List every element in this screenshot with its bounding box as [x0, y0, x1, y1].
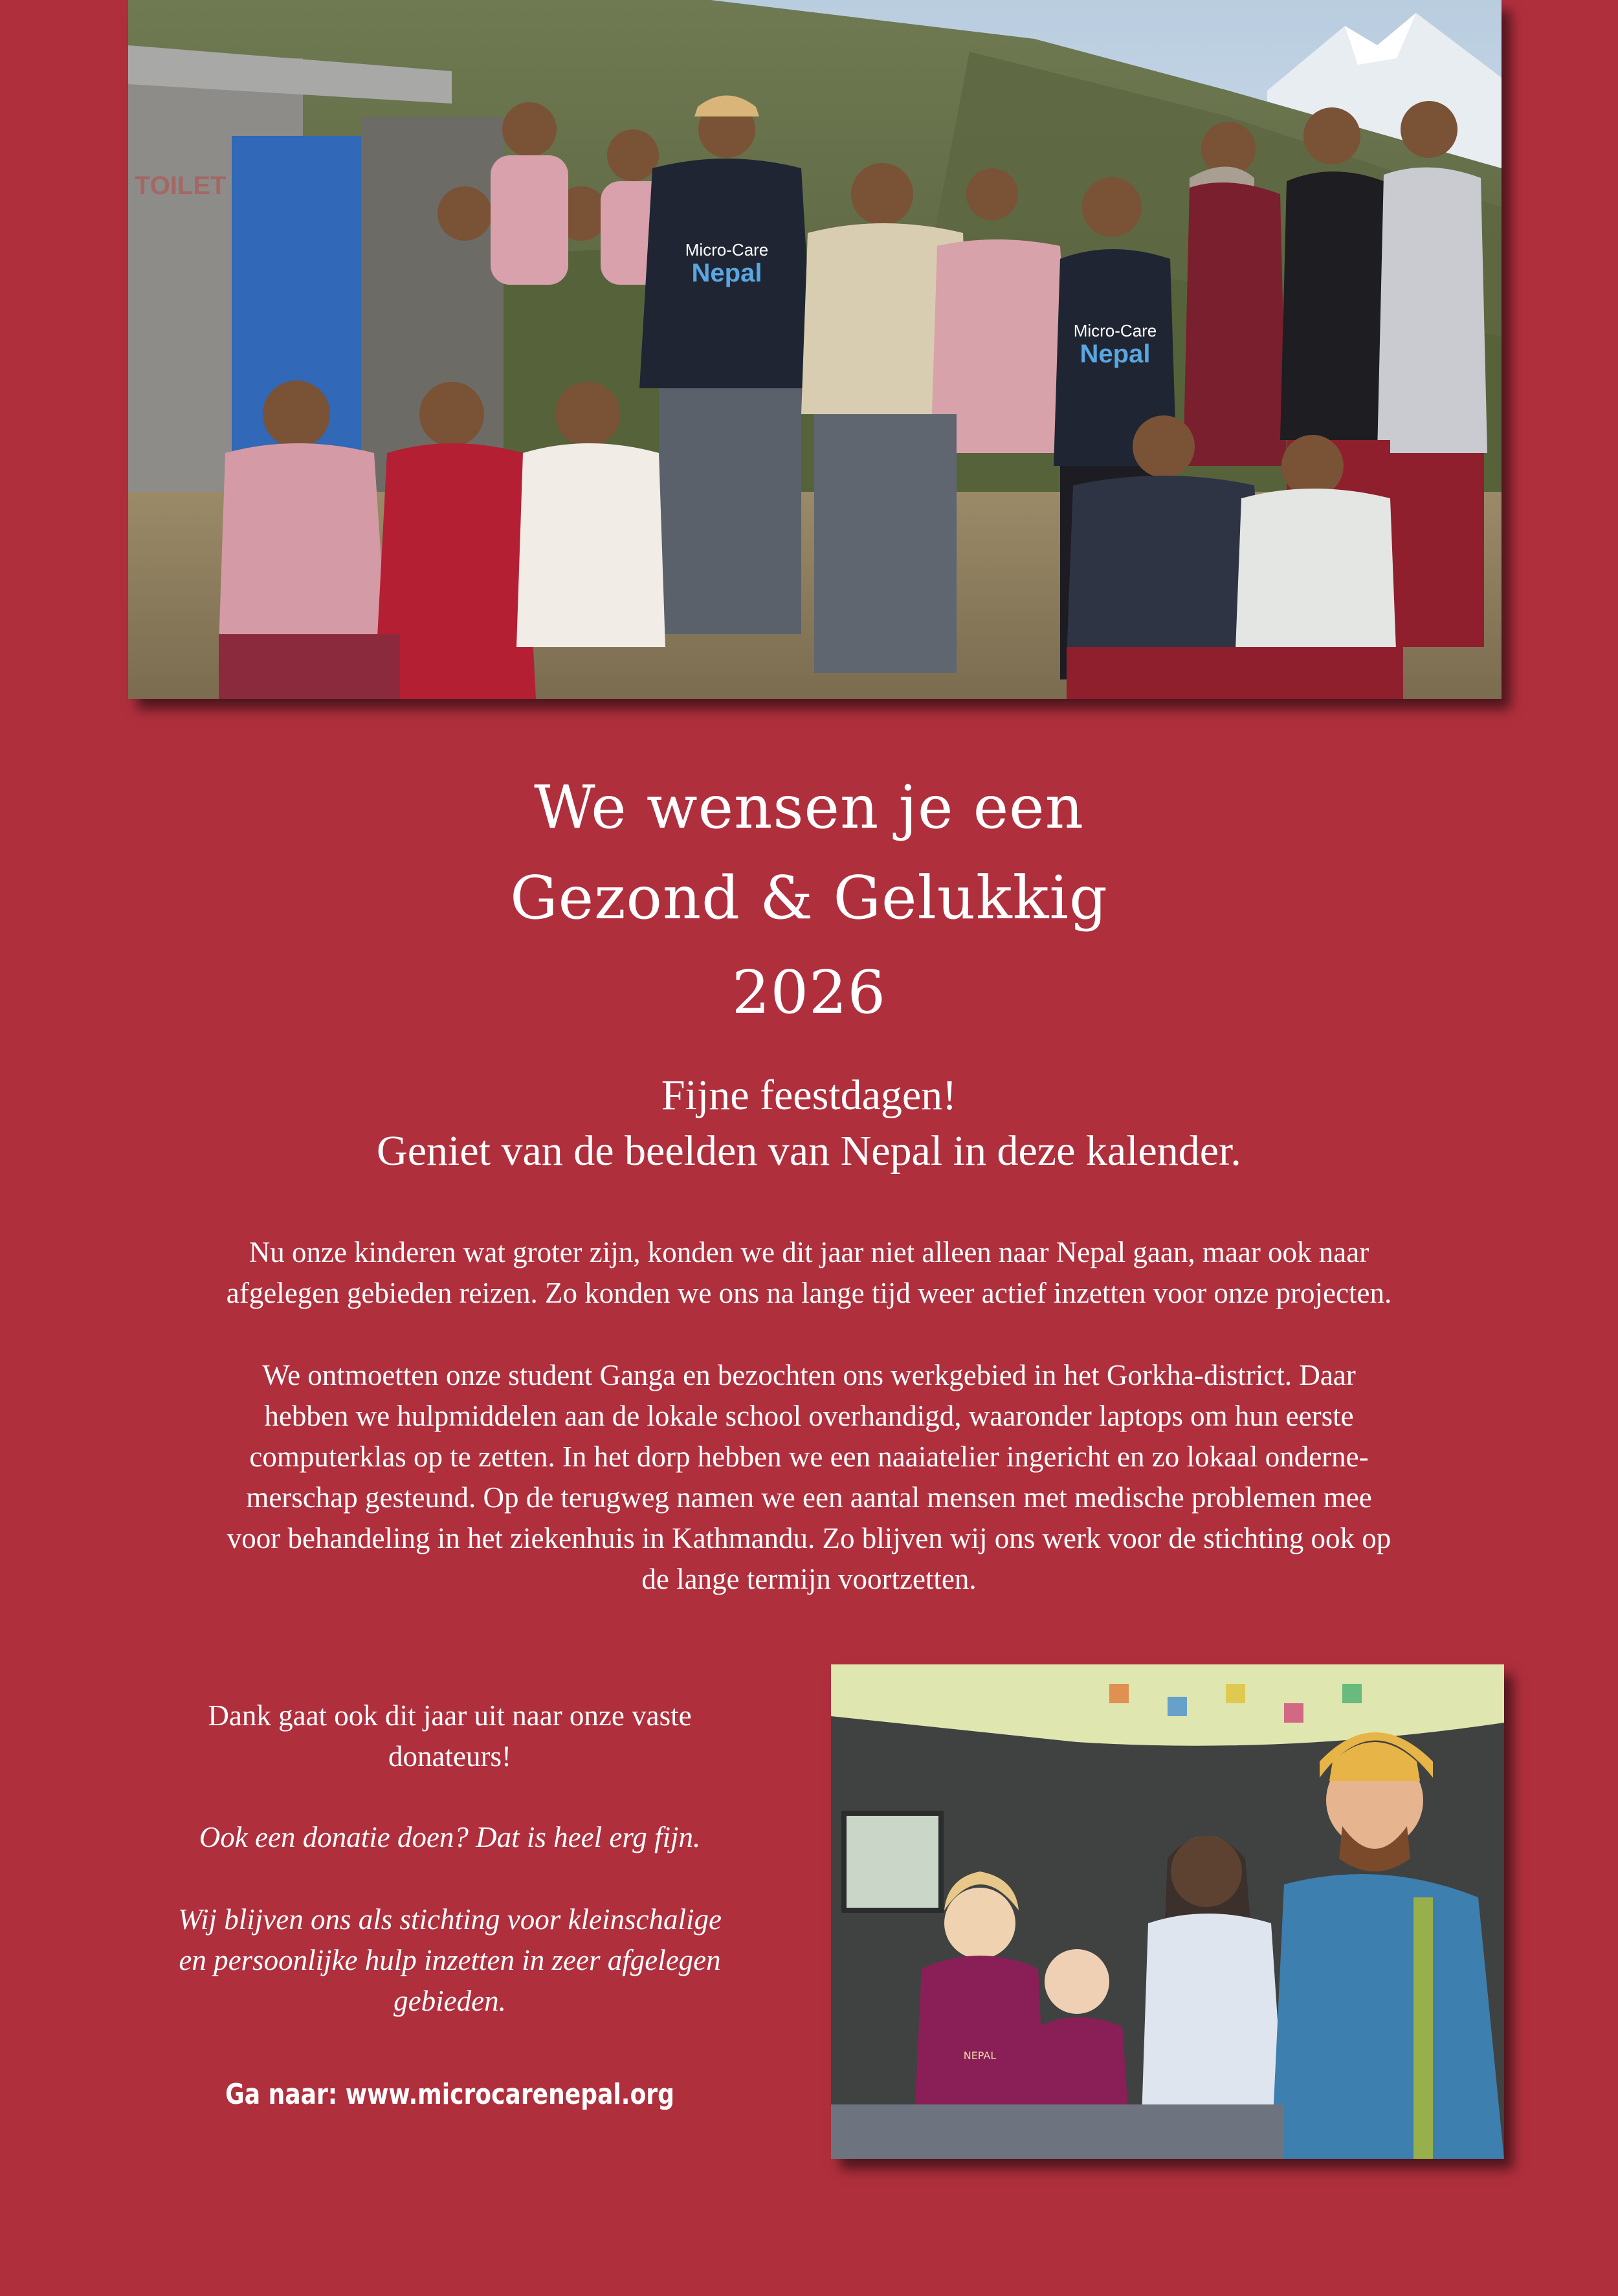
subheading-line-2: Geniet van de beelden van Nepal in deze kalender.	[377, 1127, 1241, 1175]
paragraph-2-line: merschap gesteund. Op de terugweg namen we een aantal mensen met medische problemen mee	[246, 1481, 1372, 1514]
shirt-print-text: NEPAL	[963, 2049, 997, 2062]
shirt-logo-line2-b: Nepal	[1080, 340, 1151, 368]
headline-line-1: We wensen je een	[534, 773, 1084, 842]
thanks-line: Dank gaat ook dit jaar uit naar onze vaste	[208, 1699, 692, 1732]
paragraph-2-line: de lange termijn voortzetten.	[641, 1563, 977, 1595]
mission-line: Wij blijven ons als stichting voor kleinschalige	[178, 1903, 722, 1936]
website-link[interactable]: Ga naar: www.microcarenepal.org	[225, 2078, 674, 2111]
donation-note: Ook een donatie doen? Dat is heel erg fijn.	[199, 1821, 701, 1853]
shirt-logo-line1: Micro-Care	[685, 240, 769, 259]
paragraph-1	[129, 1232, 1489, 1314]
thanks-note	[123, 1695, 777, 1777]
paragraph-2-line: computerklas op te zetten. In het dorp hebben we een naaiatelier ingericht en zo lokaal onderne-	[249, 1441, 1369, 1473]
shirt-logo-line2: Nepal	[691, 259, 762, 287]
headline-line-2: Gezond & Gelukkig	[510, 863, 1108, 933]
family-photo	[831, 1664, 1504, 2159]
paragraph-1-line: afgelegen gebieden reizen. Zo konden we ons na lange tijd weer actief inzetten voor onze projecten.	[226, 1277, 1392, 1309]
mission-line: gebieden.	[393, 1985, 506, 2017]
paragraph-2-line: voor behandeling in het ziekenhuis in Kathmandu. Zo blijven wij ons werk voor de stichting ook op	[227, 1522, 1391, 1554]
headline-year: 2026	[731, 958, 887, 1027]
paragraph-2	[129, 1355, 1489, 1600]
paragraph-1-line: Nu onze kinderen wat groter zijn, konden we dit jaar niet alleen naar Nepal gaan, maar ook naar	[249, 1236, 1369, 1268]
floral-dress	[1142, 1914, 1284, 2117]
group-photo	[128, 0, 1502, 699]
girl-shirt	[915, 1956, 1045, 2104]
blue-shirt	[1271, 1874, 1504, 2159]
group-photo-illustration	[128, 0, 1502, 699]
thanks-line: donateurs!	[388, 1740, 511, 1772]
mission-line: en persoonlijke hulp inzetten in zeer afgelegen	[179, 1944, 721, 1976]
mission-statement	[123, 1899, 777, 2022]
toilet-sign: TOILET	[135, 171, 227, 200]
shirt-logo-line1-b: Micro-Care	[1073, 321, 1157, 340]
paragraph-2-line: We ontmoetten onze student Ganga en bezochten ons werkgebied in het Gorkha-district. Daar	[262, 1359, 1356, 1391]
paragraph-2-line: hebben we hulpmiddelen aan de lokale school overhandigd, waaronder laptops om hun eerste	[264, 1400, 1354, 1432]
subheading-line-1: Fijne feestdagen!	[661, 1072, 957, 1119]
family-photo-illustration	[831, 1664, 1504, 2159]
